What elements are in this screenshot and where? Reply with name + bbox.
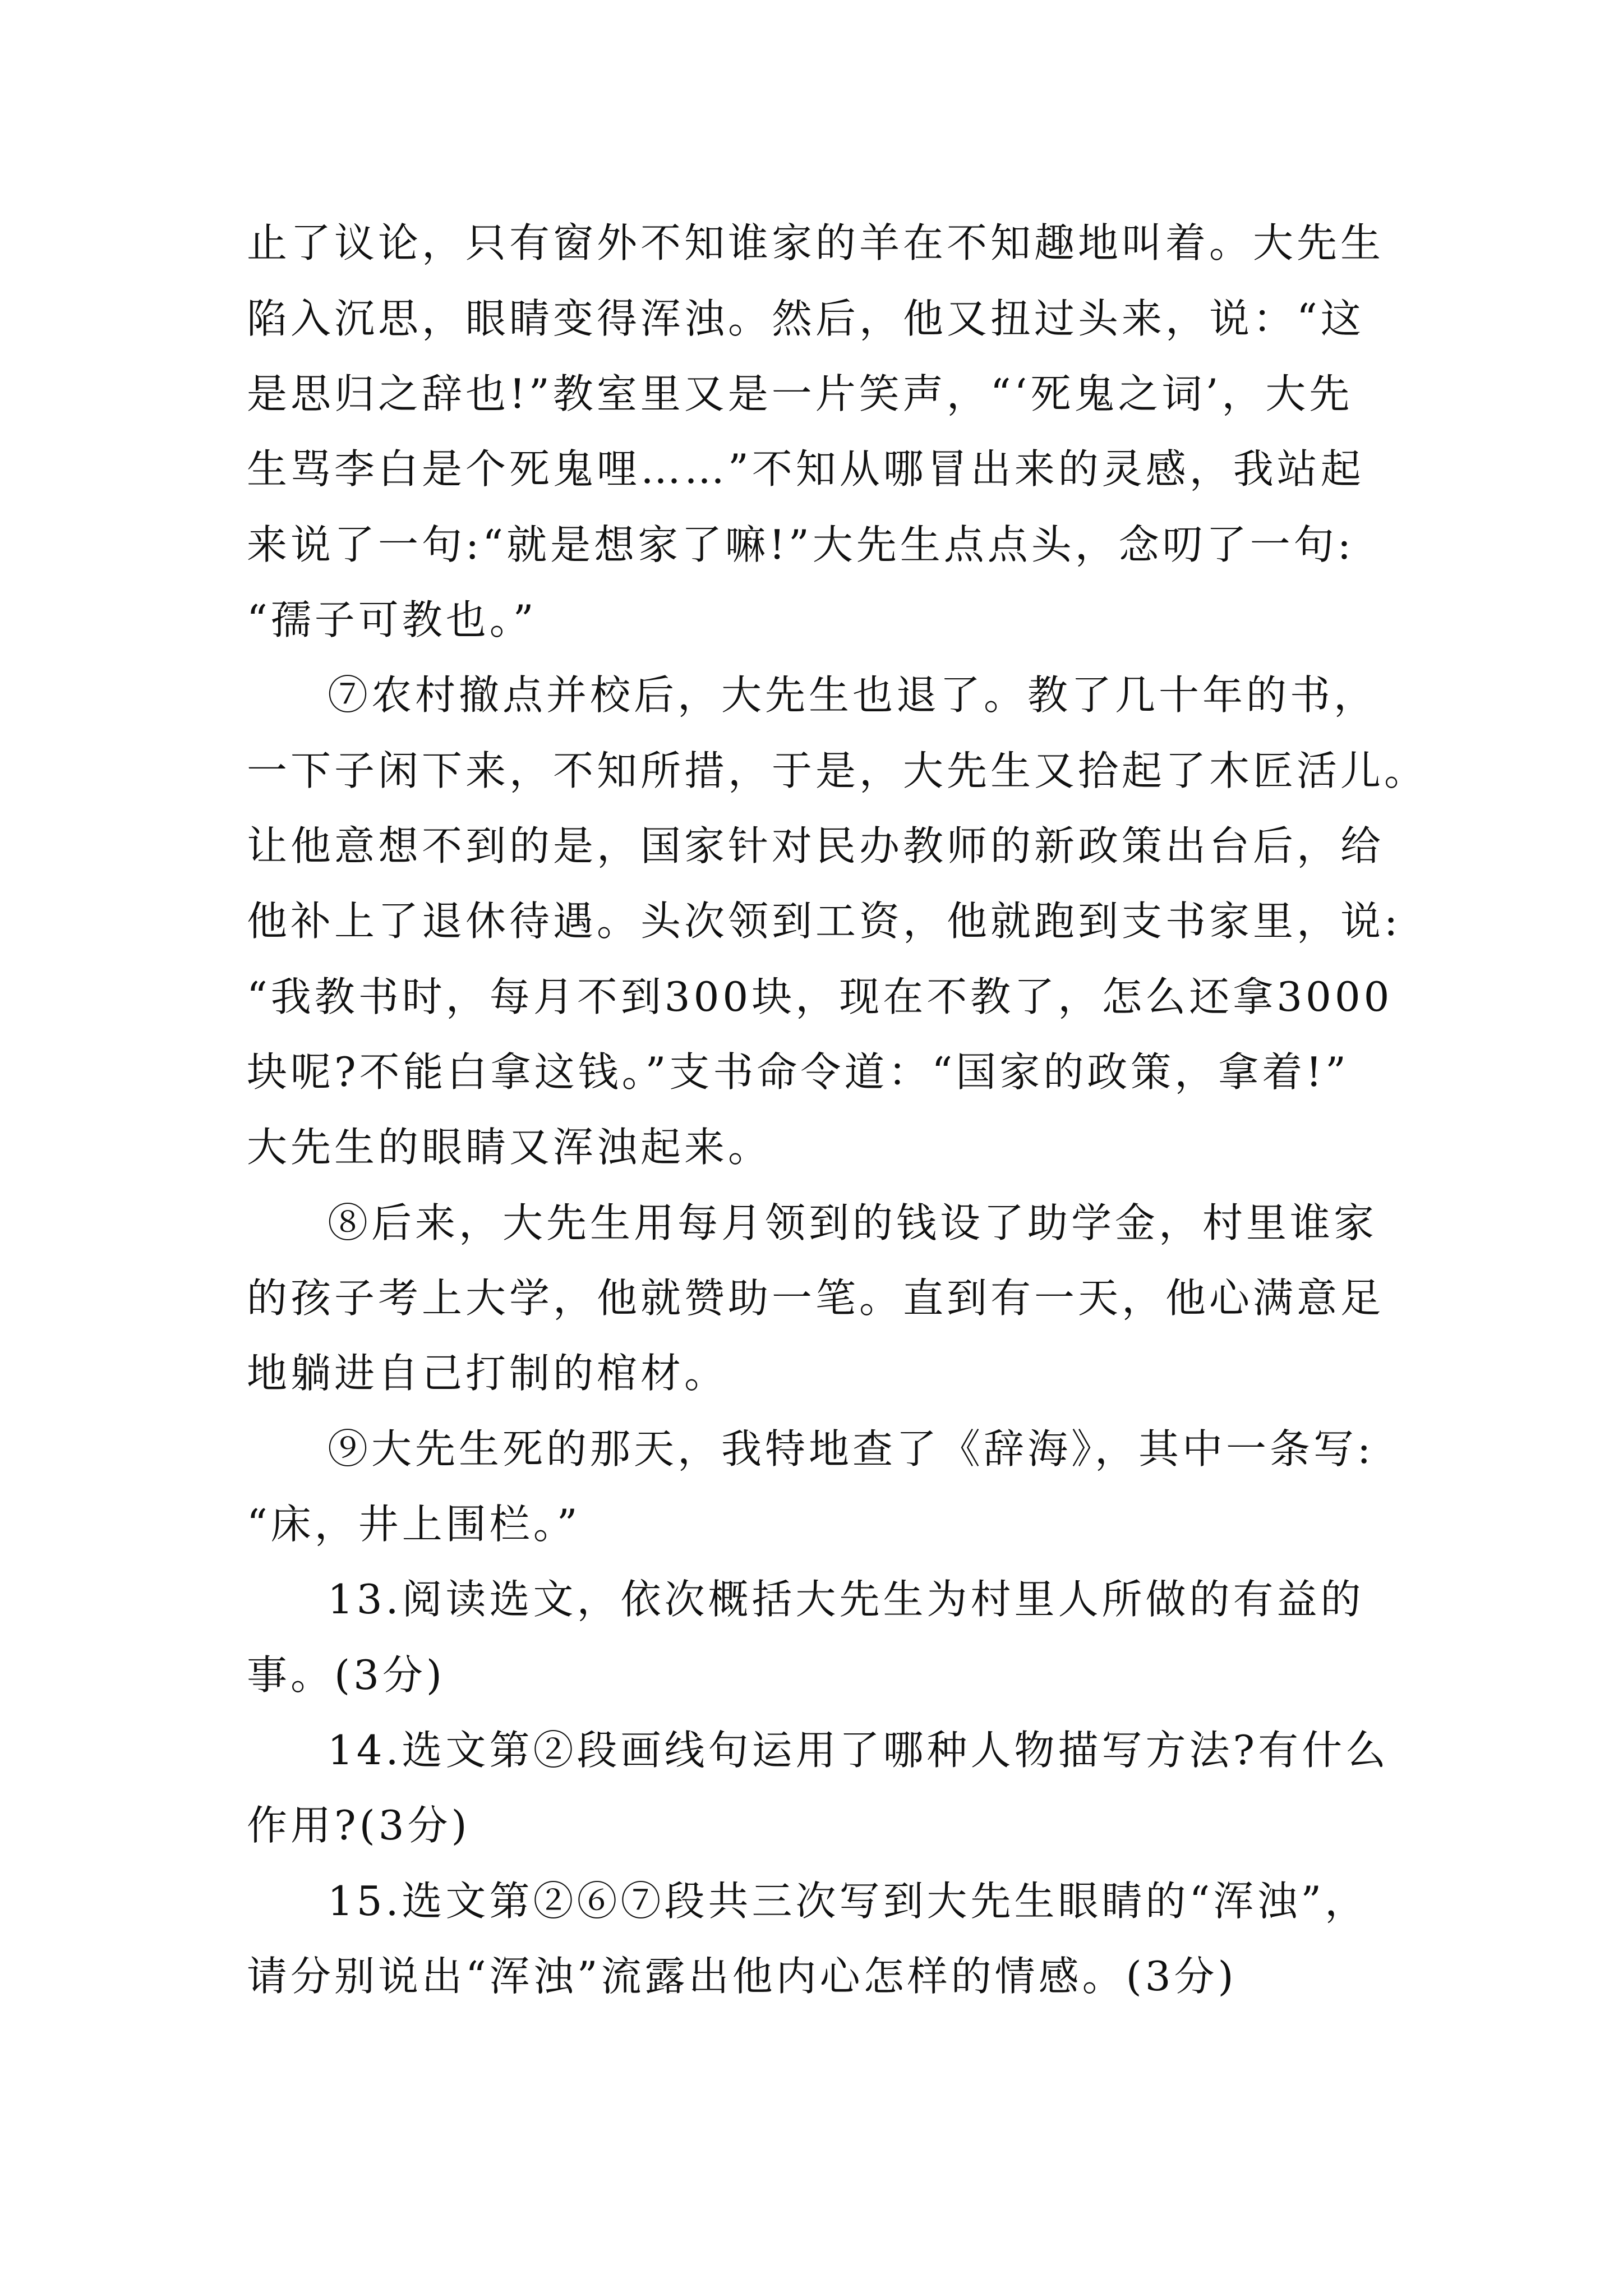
- text-line: 事。(3分): [247, 1651, 445, 1699]
- text-line: 陷入沉思，眼睛变得浑浊。然后，他又扭过头来，说：“这: [247, 295, 1364, 342]
- text-line: “床，井上围栏。”: [247, 1501, 581, 1548]
- text-line: 来说了一句:“就是想家了嘛!”大先生点点头，念叨了一句:: [247, 521, 1355, 568]
- text-line: 的孩子考上大学，他就赞助一笔。直到有一天，他心满意足: [247, 1274, 1385, 1322]
- paragraph-8-start: ⑧后来，大先生用每月领到的钱设了助学金，村里谁家: [328, 1199, 1378, 1246]
- text-line: “孺子可教也。”: [247, 596, 537, 643]
- paragraph-9-start: ⑨大先生死的那天，我特地查了《辞海》，其中一条写:: [328, 1425, 1375, 1473]
- text-line: 请分别说出“浑浊”流露出他内心怎样的情感。(3分): [247, 1953, 1237, 2000]
- text-line: 让他意想不到的是，国家针对民办教师的新政策出台后，给: [247, 822, 1385, 869]
- text-line: 止了议论，只有窗外不知谁家的羊在不知趣地叫着。大先生: [247, 219, 1385, 266]
- question-14: 14.选文第②段画线句运用了哪种人物描写方法?有什么: [328, 1727, 1390, 1774]
- text-line: 他补上了退休待遇。头次领到工资，他就跑到支书家里，说:: [247, 898, 1401, 945]
- paragraph-7-start: ⑦农村撤点并校后，大先生也退了。教了几十年的书，: [328, 671, 1378, 719]
- text-line: 大先生的眼睛又浑浊起来。: [247, 1124, 772, 1171]
- text-line: 一下子闲下来，不知所措，于是，大先生又拾起了木匠活儿。: [247, 747, 1428, 794]
- text-line: 是思归之辞也!”教室里又是一片笑声，“‘死鬼之词’，大先: [247, 370, 1353, 417]
- text-line: 地躺进自己打制的棺材。: [247, 1350, 728, 1397]
- text-line: “我教书时，每月不到300块，现在不教了，怎么还拿3000: [247, 973, 1393, 1020]
- text-line: 块呢?不能白拿这钱。”支书命令道：“国家的政策，拿着!”: [247, 1048, 1349, 1096]
- question-13: 13.阅读选文，依次概括大先生为村里人所做的有益的: [328, 1576, 1364, 1623]
- text-line: 作用?(3分): [247, 1802, 471, 1849]
- text-line: 生骂李白是个死鬼哩……”不知从哪冒出来的灵感，我站起: [247, 445, 1364, 493]
- question-15: 15.选文第②⑥⑦段共三次写到大先生眼睛的“浑浊”，: [328, 1878, 1369, 1925]
